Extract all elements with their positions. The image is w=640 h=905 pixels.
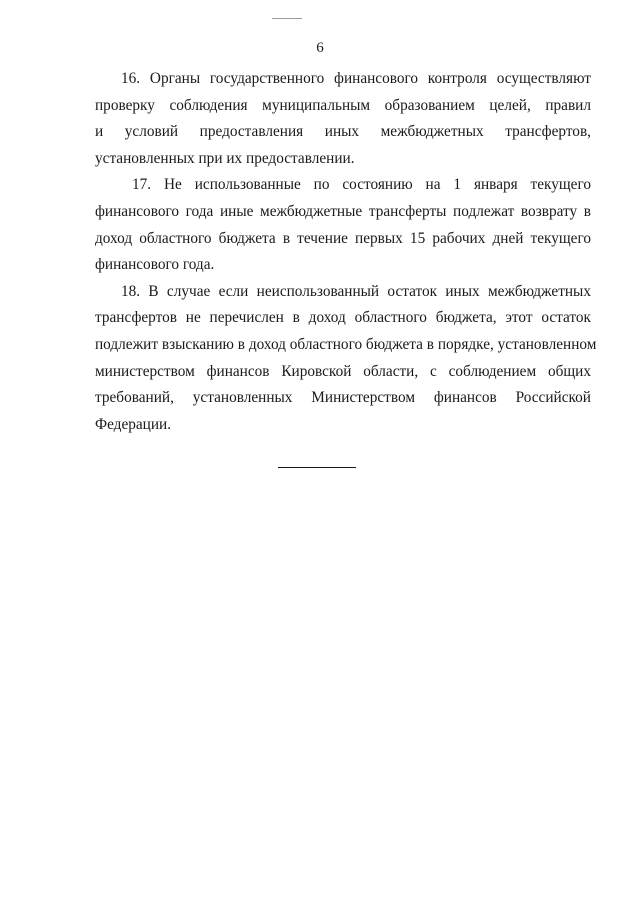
paragraph-line: трансфертов не перечислен в доход областного бюджета, этот остаток: [95, 309, 591, 327]
paragraph-line: Федерации.: [95, 415, 172, 433]
paragraph-17: [95, 172, 591, 278]
paragraph-line: установленных при их предоставлении.: [95, 149, 355, 167]
page-number: 6: [316, 40, 324, 56]
paragraph-16: [95, 66, 591, 172]
paragraph-line: 16. Органы государственного финансового контроля осуществляют: [121, 70, 591, 87]
paragraph-line: 17. Не использованные по состоянию на 1 января текущего: [132, 176, 591, 194]
paragraph-18: [95, 279, 597, 439]
paragraph-line: министерством финансов Кировской области, с соблюдением общих: [95, 362, 591, 380]
paragraph-line: 18. В случае если неиспользованный остаток иных межбюджетных: [121, 282, 591, 300]
paragraph-line: подлежит взысканию в доход областного бюджета в порядке, установленном: [95, 335, 597, 353]
paragraph-line: финансового года иные межбюджетные трансферты подлежат возврату в: [95, 202, 591, 220]
closing-rule: [278, 467, 356, 468]
paragraph-line: проверку соблюдения муниципальным образованием целей, правил: [95, 96, 591, 114]
document-body: [95, 66, 597, 438]
paragraph-line: требований, установленных Министерством финансов Российской: [95, 389, 591, 407]
paragraph-line: и условий предоставления иных межбюджетных трансфертов,: [95, 123, 591, 141]
paragraph-line: финансового года.: [95, 256, 215, 274]
paragraph-line: доход областного бюджета в течение первых 15 рабочих дней текущего: [95, 229, 591, 247]
scan-mark: [272, 18, 302, 19]
